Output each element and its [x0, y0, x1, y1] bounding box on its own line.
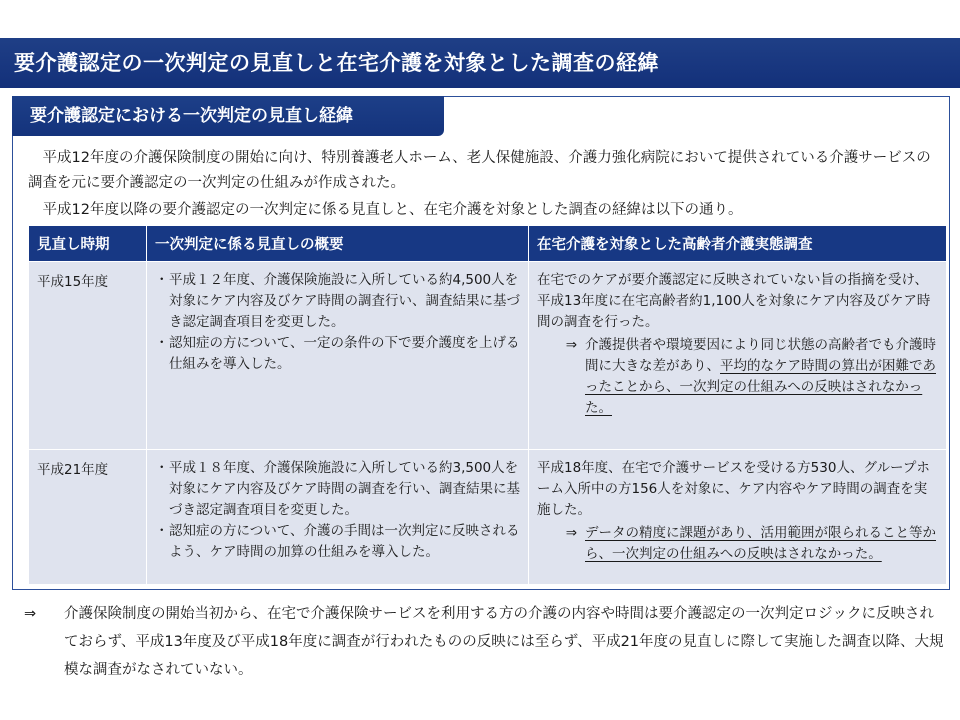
table-row [29, 262, 947, 450]
table-row [29, 450, 947, 585]
bullet-mark: ・ [155, 335, 169, 351]
survey-text: 平成18年度、在宅で介護サービスを受ける方530人、グループホーム入所中の方156人を対象に、ケア内容やケア時間の調査を実施した。 [537, 460, 930, 518]
column-header-period: 見直し時期 [29, 226, 147, 262]
bullet-mark: ・ [155, 272, 169, 288]
arrow-mark: ⇒ [565, 525, 577, 541]
survey-result-text [585, 335, 938, 419]
intro-paragraph-2: 平成12年度以降の要介護認定の一次判定に係る見直しと、在宅介護を対象とした調査の経緯は以下の通り。 [42, 202, 743, 218]
bullet-mark: ・ [155, 523, 169, 539]
survey-result [537, 523, 938, 565]
column-header-survey: 在宅介護を対象とした高齢者介護実態調査 [529, 226, 947, 262]
review-bullet [155, 458, 520, 521]
review-bullet [155, 521, 520, 563]
intro-paragraph-1: 平成12年度の介護保険制度の開始に向け、特別養護老人ホーム、老人保健施設、介護力強化病院において提供されている介護サービスの調査を元に要介護認定の一次判定の仕組みが作成された。 [28, 150, 931, 191]
bullet-mark: ・ [155, 460, 169, 476]
survey-cell [529, 262, 947, 450]
survey-result [537, 335, 938, 419]
survey-result-text [585, 523, 938, 565]
conclusion [24, 600, 944, 684]
result-plain-text: 介護提供者や環境要因により同じ状態の高齢者でも介護時間に大きな差があり、 [585, 337, 936, 374]
column-header-review: 一次判定に係る見直しの概要 [147, 226, 529, 262]
arrow-mark: ⇒ [565, 337, 577, 353]
intro-text [28, 146, 942, 223]
page-title: 要介護認定の一次判定の見直しと在宅介護を対象とした調査の経緯 [0, 38, 960, 88]
table-header-row [29, 226, 947, 262]
review-bullet [155, 333, 520, 375]
period-cell: 平成15年度 [29, 262, 147, 450]
survey-text: 在宅でのケアが要介護認定に反映されていない旨の指摘を受け、平成13年度に在宅高齢者約1,100人を対象にケア内容及びケア時間の調査を行った。 [537, 272, 931, 330]
survey-cell [529, 450, 947, 585]
review-text: 平成１２年度、介護保険施設に入所している約4,500人を対象にケア内容及びケア時間の調査行い、調査結果に基づき認定調査項目を変更した。 [169, 272, 520, 330]
review-cell [147, 262, 529, 450]
result-underlined-text: データの精度に課題があり、活用範囲が限られること等から、一次判定の仕組みへの反映はされなかった。 [585, 525, 936, 562]
result-underlined-text: 平均的なケア時間の算出が困難であったことから、一次判定の仕組みへの反映はされなかった。 [585, 358, 936, 416]
review-text: 認知症の方について、介護の手間は一次判定に反映されるよう、ケア時間の加算の仕組みを導入した。 [169, 523, 520, 560]
review-cell [147, 450, 529, 585]
arrow-mark: ⇒ [24, 606, 37, 622]
review-text: 認知症の方について、一定の条件の下で要介護度を上げる仕組みを導入した。 [169, 335, 520, 372]
review-history-table [28, 225, 947, 585]
conclusion-text: 介護保険制度の開始当初から、在宅で介護保険サービスを利用する方の介護の内容や時間は要介護認定の一次判定ロジックに反映されておらず、平成13年度及び平成18年度に調査が行われたものの反映には至らず、平成21年度の見直しに際して実施した調査以降、大規模な調査がなされていない。 [64, 606, 944, 678]
review-bullet [155, 270, 520, 333]
review-text: 平成１８年度、介護保険施設に入所している約3,500人を対象にケア内容及びケア時間の調査を行い、調査結果に基づき認定調査項目を変更した。 [169, 460, 520, 518]
period-cell: 平成21年度 [29, 450, 147, 585]
section-title: 要介護認定における一次判定の見直し経緯 [12, 96, 444, 136]
